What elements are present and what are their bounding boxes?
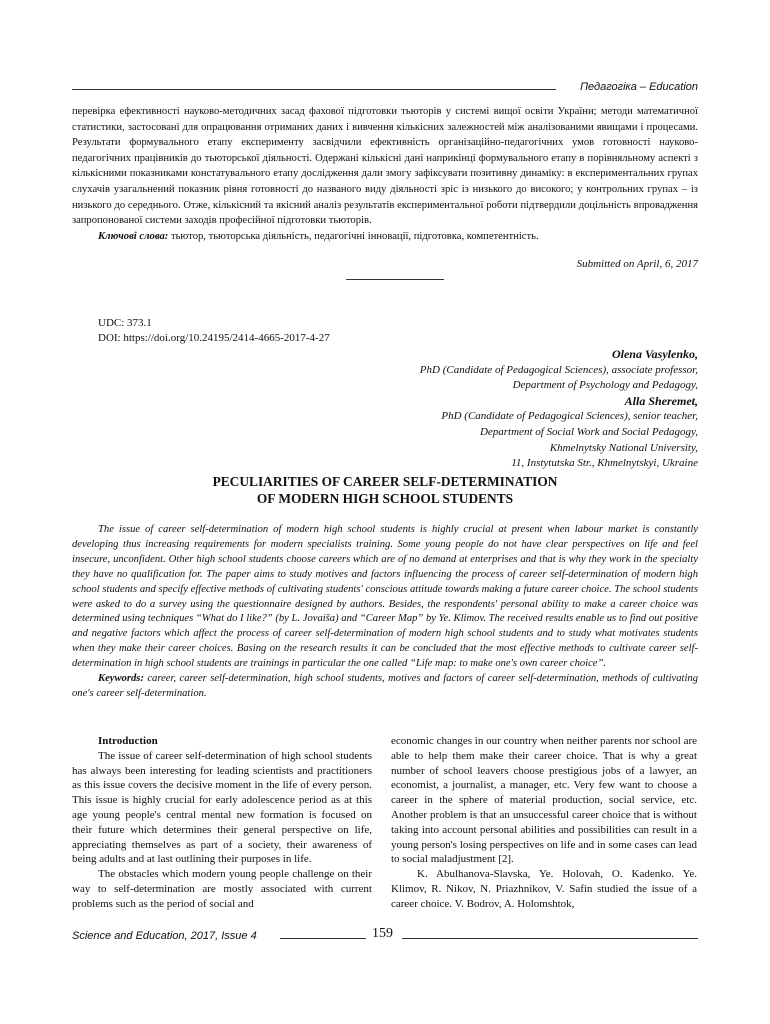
- author-1-department: Department of Psychology and Pedagogy,: [512, 379, 698, 392]
- author-1-name: Olena Vasylenko,: [611, 347, 698, 361]
- footer-rule-left: [280, 938, 366, 939]
- paragraph: The issue of career self-determination of high school students has always been interesting for leading scientists and practitioners as this issue covers the decisive moment in the life of every person. This issue is highly crucial for early adolescence period as at this age young people's central mental new formation is focused on their future which determines their general perspective on life, appreciating themselves as part of a society, their awareness of being adults and at last outlining their purposes in life.: [72, 749, 372, 866]
- footer-rule-right: [402, 938, 698, 939]
- running-header: Педагогіка – Education: [580, 81, 698, 93]
- page-footer: [72, 926, 698, 946]
- english-keywords: career, career self-determination, high school students, motives and factors of career self-determination, methods of cultivating one's career self-determination.: [72, 673, 698, 699]
- title-line-1: PECULIARITIES OF CAREER SELF-DETERMINATION: [212, 474, 558, 489]
- paper-title: [72, 474, 698, 507]
- body-column-right: [391, 734, 697, 912]
- header-rule: [72, 89, 556, 90]
- author-1-degree: PhD (Candidate of Pedagogical Sciences), associate professor,: [419, 363, 698, 376]
- author-block: [420, 347, 698, 472]
- page-number: 159: [372, 926, 393, 941]
- author-2-degree: PhD (Candidate of Pedagogical Sciences), senior teacher,: [441, 410, 698, 423]
- paragraph: economic changes in our country when neither parents nor school are able to help them make their career choice. That is why a great number of school leavers choose prestigious jobs of a lawyer, an economist, a journalist, a manager, etc. Very few want to choose a career in the sphere of material production, social service, etc. Another problem is that an unsuccessful career choice that is without taking into account personal abilities and possibilities can result in a young person's losing perspectives on life and in some cases can lead to social maladjustment [2].: [391, 735, 697, 866]
- separator-line: [346, 279, 444, 280]
- author-2-name: Alla Sheremet,: [624, 393, 698, 408]
- ukrainian-keywords: тьютор, тьюторська діяльність, педагогічні інновації, підготовка, компетентність.: [168, 230, 539, 242]
- paragraph: K. Abulhanova-Slavska, Ye. Holovah, O. Kadenko. Ye. Klimov, R. Nikov, N. Priazhnikov, V. Safin studied the issue of a career choice. V. Bodrov, A. Holomshtok,: [391, 868, 697, 910]
- english-abstract: [72, 523, 698, 702]
- ukrainian-keywords-label: Ключові слова:: [98, 230, 169, 242]
- ukrainian-abstract-text: перевірка ефективності науково-методичних засад фахової підготовки тьюторів у системі вищої освіти України; методи математичної статистики, застосовані для опрацювання отриманих даних і вивчення кількісних залежностей між аналізованими явищами і процесами. Результати формувального етапу експерименту засвідчили ефективність організаційно-педагогічних умов готовності науково-педагогічних працівників до тьюторської діяльності. Одержані кількісні дані наприкінці формувального етапу в порівняльному аспекті з кількісними показниками констатувального етапу дослідження дали змогу зафіксувати позитивну динаміку: в експериментальних групах слухачів узагальнений показник рівня готовності до названого виду діяльності зріс із низького до високого; у контрольних групах – із низького до середнього. Отже, кількісний та якісний аналіз результатів експериментальної роботи підтвердили доцільність впровадження запропонованої системи заходів професійної підготовки тьюторів.: [72, 106, 698, 227]
- paragraph: The obstacles which modern young people challenge on their way to self-determination are mostly associated with current problems such as the period of social and: [72, 868, 372, 910]
- author-2-department: Department of Social Work and Social Pedagogy,: [479, 425, 698, 438]
- udc-code: UDC: 373.1: [98, 317, 152, 329]
- body-column-left: [72, 734, 372, 912]
- ukrainian-abstract: [72, 104, 698, 244]
- affiliation: Khmelnytsky National University,: [549, 441, 698, 454]
- journal-name: Science and Education, 2017, Issue 4: [72, 930, 257, 942]
- doi-link[interactable]: DOI: https://doi.org/10.24195/2414-4665-2017-4-27: [98, 332, 330, 344]
- introduction-heading: Introduction: [98, 735, 158, 747]
- english-keywords-label: Keywords:: [98, 673, 144, 685]
- address: 11, Instytutska Str., Khmelnytskyi, Ukraine: [511, 457, 698, 470]
- submitted-date: Submitted on April, 6, 2017: [576, 258, 698, 270]
- title-line-2: OF MODERN HIGH SCHOOL STUDENTS: [256, 490, 514, 506]
- english-abstract-text: The issue of career self-determination of modern high school students is highly crucial at present when labour market is constantly developing thus increasing requirements for modern specialists training. Some young people do not have clear perspectives on life and feel insecure, unconfident. Other high school students choose careers which are of no demand at enterprises and that is why they work in the specialty they have no qualification for. The paper aims to study motives and factors influencing the process of career self-determination of modern high school students and specify effective methods of cultivating students' conscious attitude towards making a future career choice. The school students were asked to do a survey using the questionnaire designed by authors. Besides, the respondents' personal ability to make a career choice was determined using techniques “What do I like?” (by L. Jovaiša) and “Career Map” by Ye. Klimov. The received results enable us to find out positive and negative factors which affect the process of career self-determination of modern high school students and to study what motivates students when they make their career choices. Basing on the research results it can be concluded that the most effective methods to cultivate career self-determination in high school students are trainings in particular the one called “Life map: to make one's own career choice”.: [72, 524, 698, 670]
